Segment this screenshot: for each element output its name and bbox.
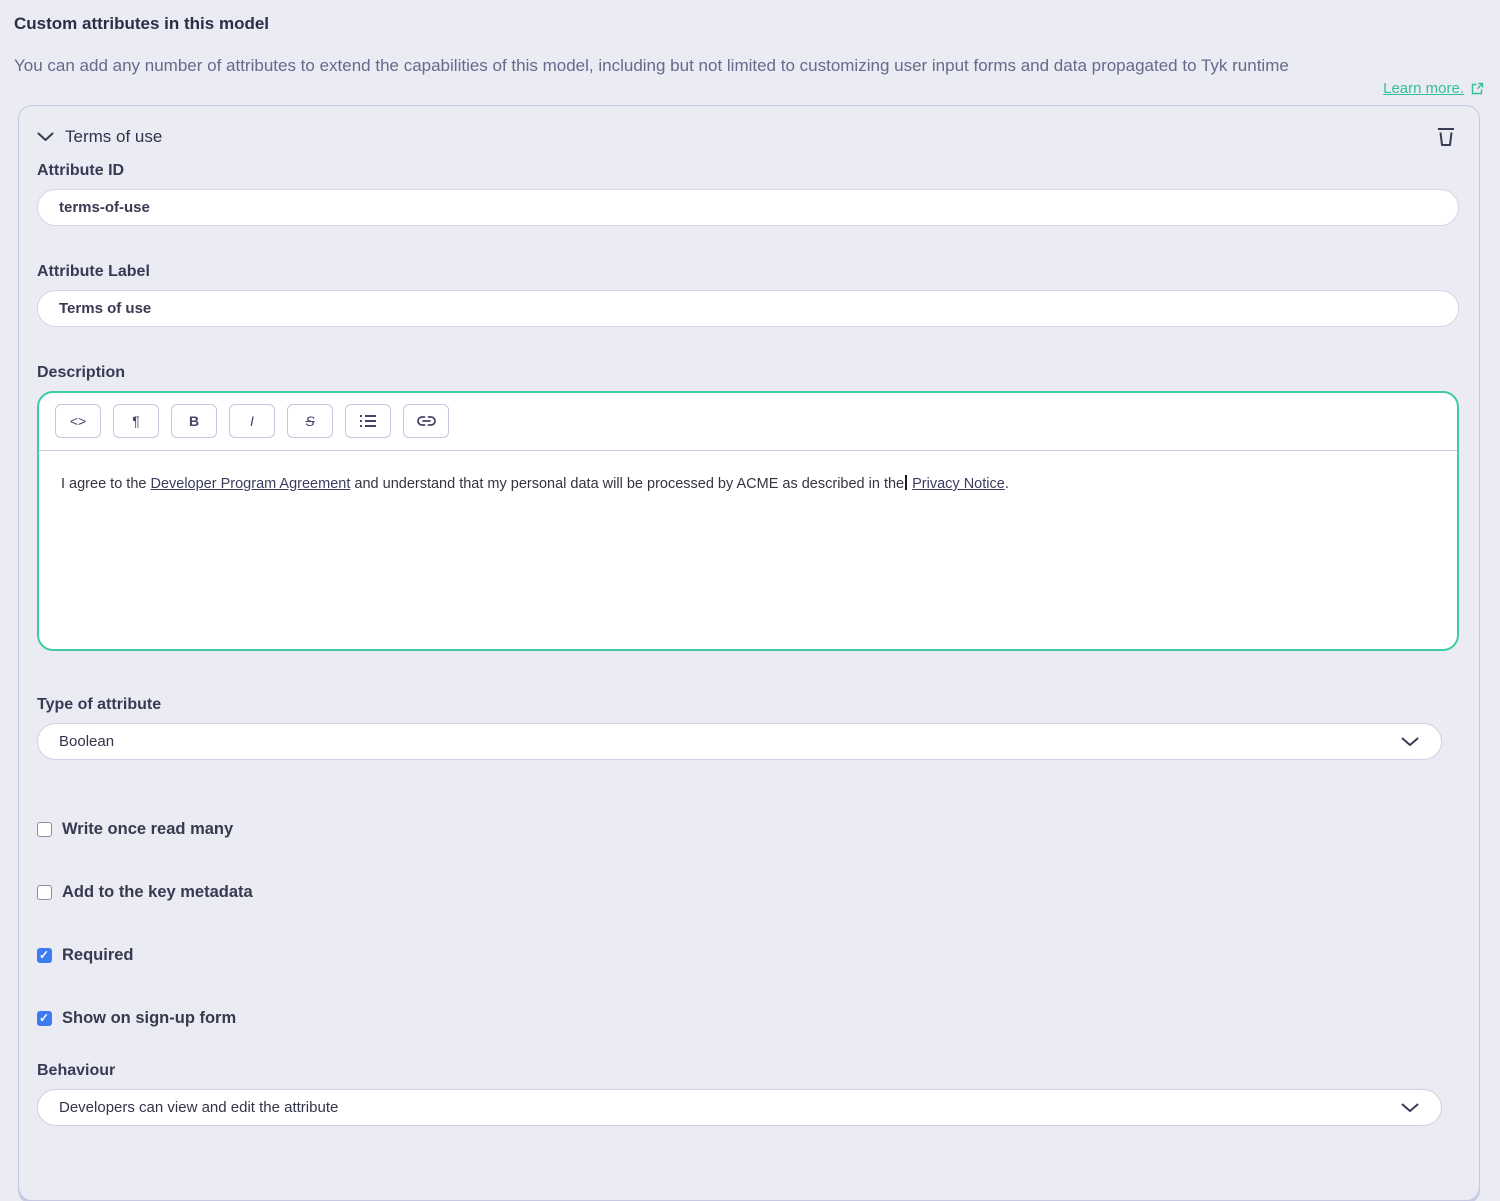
- page-title: Custom attributes in this model: [14, 14, 270, 33]
- trash-icon: [1437, 126, 1455, 147]
- behaviour-select[interactable]: [37, 1089, 1442, 1126]
- bullet-list-icon: [359, 414, 377, 428]
- chevron-down-icon: [1401, 1103, 1419, 1113]
- external-link-icon: [1471, 82, 1484, 95]
- required-label: Required: [62, 946, 134, 964]
- add-to-key-metadata-checkbox[interactable]: [37, 885, 52, 900]
- show-on-signup-form-checkbox[interactable]: [37, 1011, 52, 1026]
- description-content[interactable]: [39, 451, 1457, 649]
- learn-more-label: Learn more.: [1383, 80, 1464, 97]
- type-of-attribute-value: Boolean: [59, 733, 115, 750]
- custom-attribute-card: [18, 105, 1480, 1201]
- behaviour-value: Developers can view and edit the attribute: [59, 1099, 339, 1116]
- developer-program-agreement-link[interactable]: Developer Program Agreement: [150, 476, 351, 492]
- required-row[interactable]: [37, 946, 1459, 965]
- description-label: Description: [37, 364, 126, 381]
- bullet-list-button[interactable]: [345, 404, 391, 438]
- attribute-id-input[interactable]: [37, 189, 1459, 226]
- add-to-key-metadata-row[interactable]: [37, 883, 1459, 902]
- attribute-id-label: Attribute ID: [37, 162, 125, 179]
- paragraph-button[interactable]: ¶: [113, 404, 159, 438]
- link-button[interactable]: [403, 404, 449, 438]
- page-header: [0, 0, 1500, 98]
- italic-button[interactable]: I: [229, 404, 275, 438]
- required-checkbox[interactable]: [37, 948, 52, 963]
- learn-more-link[interactable]: [1383, 80, 1484, 97]
- type-of-attribute-select[interactable]: [37, 723, 1442, 760]
- attribute-label-input[interactable]: [37, 290, 1459, 327]
- write-once-read-many-label: Write once read many: [62, 820, 234, 838]
- show-on-signup-form-row[interactable]: [37, 1009, 1459, 1028]
- page-subtitle: You can add any number of attributes to extend the capabilities of this model, including but not limited to customizing user input forms and data propagated to Tyk runtime: [14, 56, 1289, 75]
- description-rich-text-editor: [37, 391, 1459, 651]
- attribute-label-label: Attribute Label: [37, 263, 150, 280]
- write-once-read-many-checkbox[interactable]: [37, 822, 52, 837]
- add-to-key-metadata-label: Add to the key metadata: [62, 883, 253, 901]
- behaviour-label: Behaviour: [37, 1062, 116, 1079]
- chevron-down-icon: [1401, 737, 1419, 747]
- attribute-card-header[interactable]: [37, 126, 1459, 147]
- delete-attribute-button[interactable]: [1437, 126, 1455, 147]
- privacy-notice-link[interactable]: Privacy Notice: [912, 476, 1005, 492]
- attribute-card-title: Terms of use: [65, 126, 163, 146]
- type-of-attribute-label: Type of attribute: [37, 696, 162, 713]
- description-text: .: [1004, 476, 1009, 492]
- description-text: and understand that my personal data will be processed by ACME as described in the: [350, 476, 905, 492]
- editor-toolbar: [39, 393, 1457, 451]
- text-cursor: [905, 475, 907, 490]
- link-icon: [417, 415, 436, 427]
- bold-button[interactable]: B: [171, 404, 217, 438]
- show-on-signup-form-label: Show on sign-up form: [62, 1009, 237, 1027]
- strikethrough-button[interactable]: S: [287, 404, 333, 438]
- write-once-read-many-row[interactable]: [37, 820, 1459, 839]
- description-text: I agree to the: [61, 476, 151, 492]
- code-button[interactable]: <>: [55, 404, 101, 438]
- chevron-down-icon[interactable]: [37, 132, 54, 142]
- learn-more-row: [14, 80, 1484, 98]
